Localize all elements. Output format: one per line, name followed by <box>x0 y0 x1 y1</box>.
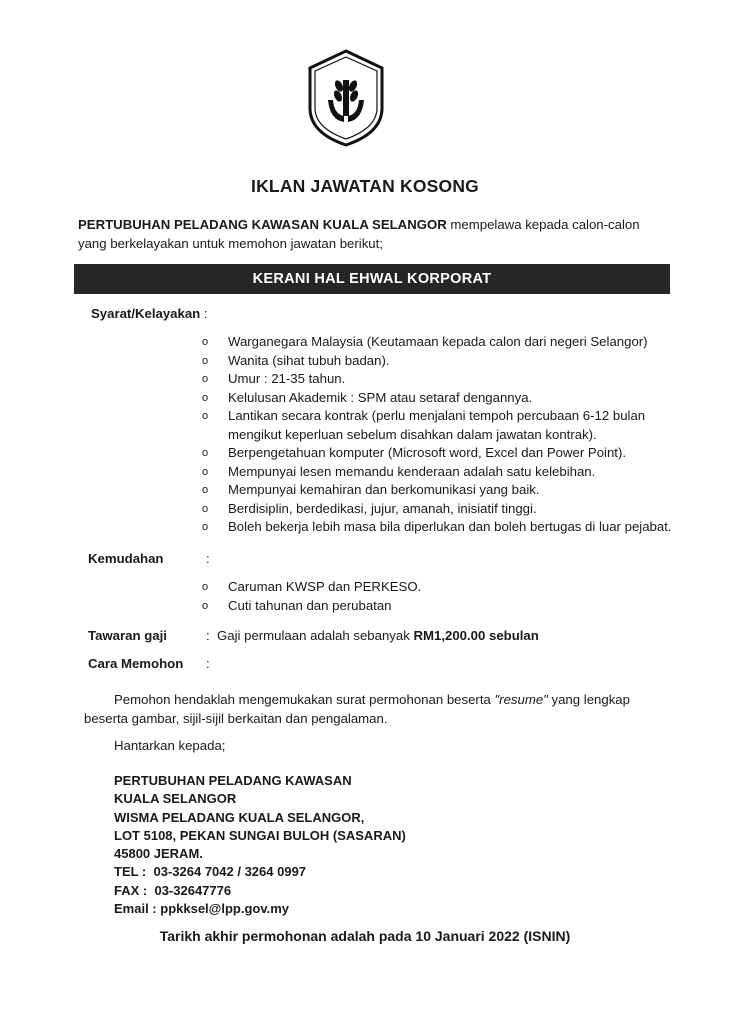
contact-address <box>114 772 406 918</box>
bullet-icon: o <box>202 373 209 385</box>
bullet-icon: o <box>202 502 209 515</box>
bullet-icon: o <box>202 599 209 612</box>
list-item: o Berdisiplin, berdedikasi, jujur, amanah, inisiatif tinggi. <box>202 500 702 519</box>
bullet-icon: o <box>202 354 209 367</box>
list-item: o Mempunyai kemahiran dan berkomunikasi yang baik. <box>202 481 702 500</box>
address-line: PERTUBUHAN PELADANG KAWASAN <box>114 773 352 788</box>
bullet-icon: o <box>202 410 209 422</box>
send-to: Hantarkan kepada; <box>114 738 226 753</box>
apply-colon: : <box>206 656 210 671</box>
list-item: o Umur : 21-35 tahun. <box>202 370 702 389</box>
list-item: o Cuti tahunan dan perubatan <box>202 597 602 616</box>
bullet-icon: o <box>202 521 209 533</box>
list-item: o Kelulusan Akademik : SPM atau setaraf dengannya. <box>202 389 702 408</box>
fax-line: FAX : 03-32647776 <box>114 882 232 898</box>
list-item: o Caruman KWSP dan PERKESO. <box>202 578 602 597</box>
list-item: o Warganegara Malaysia (Keutamaan kepada calon dari negeri Selangor) <box>202 333 702 352</box>
email-line: Email : ppkksel@lpp.gov.my <box>114 901 289 917</box>
position-title: KERANI HAL EHWAL KORPORAT <box>252 271 492 287</box>
position-banner <box>74 264 670 294</box>
benefits-colon: : <box>206 551 210 566</box>
apply-paragraph: Pemohon hendaklah mengemukakan surat permohonan beserta "resume" yang lengkap beserta gambar, sijil-sijil berkaitan dan pengalaman. <box>84 692 630 726</box>
page-title: IKLAN JAWATAN KOSONG <box>251 176 479 196</box>
intro-org: PERTUBUHAN PELADANG KAWASAN KUALA SELANGOR <box>78 217 447 232</box>
salary-value: : Gaji permulaan adalah sebanyak RM1,200.00 sebulan <box>206 628 539 643</box>
peladang-logo <box>300 48 392 148</box>
intro-paragraph <box>78 215 658 253</box>
bullet-icon: o <box>202 581 209 593</box>
bullet-icon: o <box>202 465 209 478</box>
peladang-emblem-icon <box>300 48 392 148</box>
address-line: WISMA PELADANG KUALA SELANGOR, <box>114 809 365 825</box>
bullet-icon: o <box>202 391 209 404</box>
benefits-list <box>202 578 602 615</box>
benefits-label: Kemudahan <box>88 551 164 566</box>
salary-label: Tawaran gaji <box>88 628 167 643</box>
requirements-list <box>202 333 702 537</box>
list-item: o Lantikan secara kontrak (perlu menjalani tempoh percubaan 6-12 bulan mengikut keperluan sebelum disahkan dalam jawatan kontrak). <box>202 408 646 442</box>
phone-line: TEL : 03-3264 7042 / 3264 0997 <box>114 864 307 880</box>
email-link[interactable]: ppkksel@lpp.gov.my <box>160 901 289 917</box>
salary-amount: RM1,200.00 sebulan <box>413 628 539 643</box>
address-line: 45800 JERAM. <box>114 846 203 862</box>
bullet-icon: o <box>202 484 209 496</box>
bullet-icon: o <box>202 447 209 459</box>
apply-label: Cara Memohon <box>88 656 184 671</box>
address-line: LOT 5108, PEKAN SUNGAI BULOH (SASARAN) <box>114 827 406 843</box>
address-line: KUALA SELANGOR <box>114 791 237 807</box>
list-item: o Mempunyai lesen memandu kenderaan adalah satu kelebihan. <box>202 463 702 482</box>
requirements-label: Syarat/Kelayakan : <box>91 306 208 321</box>
intro-text: mempelawa kepada calon-calon yang berkelayakan untuk memohon jawatan berikut; <box>78 217 640 251</box>
deadline-notice: Tarikh akhir permohonan adalah pada 10 Januari 2022 (ISNIN) <box>159 928 571 944</box>
bullet-icon: o <box>202 336 209 348</box>
list-item: o Wanita (sihat tubuh badan). <box>202 352 702 371</box>
list-item: o Boleh bekerja lebih masa bila diperlukan dan boleh bertugas di luar pejabat. <box>202 518 702 537</box>
list-item: o Berpengetahuan komputer (Microsoft word, Excel dan Power Point). <box>202 444 702 463</box>
